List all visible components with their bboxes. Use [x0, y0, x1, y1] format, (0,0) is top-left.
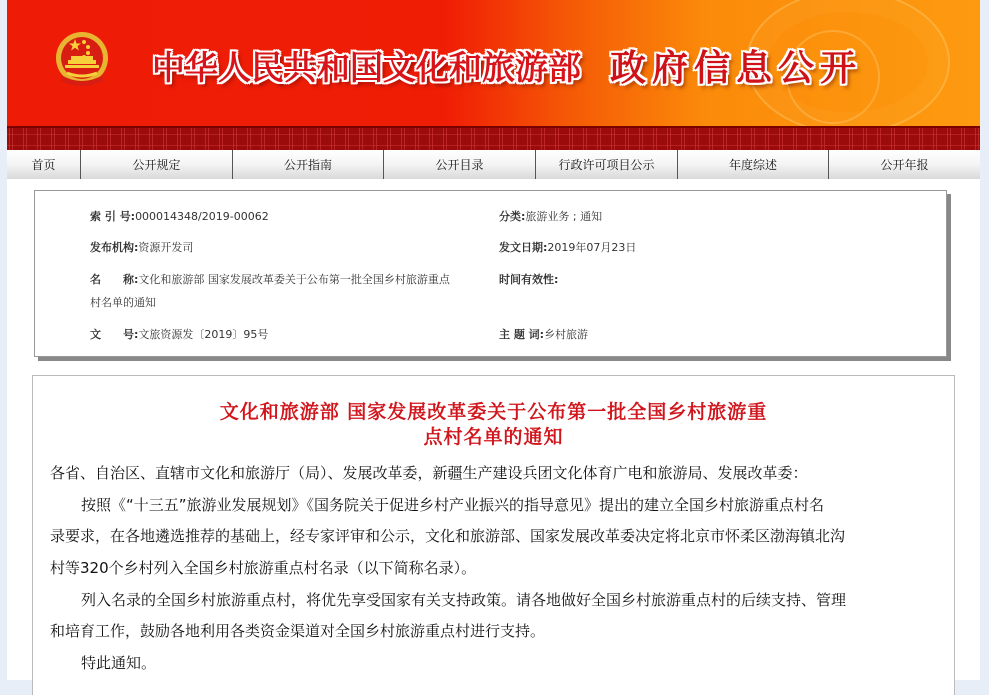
- index-number-label: 索 引 号:: [90, 210, 136, 223]
- issue-date-field: [499, 239, 636, 255]
- keywords-value: 乡村旅游: [544, 328, 589, 341]
- fret-pattern-divider: [7, 126, 980, 152]
- nav-item-guide[interactable]: 公开指南: [233, 150, 384, 179]
- publisher-value: 资源开发司: [138, 241, 194, 254]
- title-value-line1: 文化和旅游部 国家发展改革委关于公布第一批全国乡村旅游重点: [138, 273, 450, 286]
- national-emblem-icon: [53, 29, 111, 93]
- nav-item-home[interactable]: 首页: [7, 150, 81, 179]
- paragraph-1-line2: 录要求，在各地遴选推荐的基础上，经专家评审和公示，文化和旅游部、国家发展改革委决定将北京市怀柔区渤海镇北沟: [50, 527, 846, 545]
- closing-line: 特此通知。: [81, 654, 157, 672]
- document-title-line1: 文化和旅游部 国家发展改革委关于公布第一批全国乡村旅游重: [219, 401, 768, 423]
- index-number-field: [90, 208, 269, 224]
- page: [7, 0, 980, 680]
- paragraph-1-line1: 按照《“十三五”旅游业发展规划》《国务院关于促进乡村产业振兴的指导意见》提出的建立全国乡村旅游重点村名: [81, 496, 825, 514]
- issue-date-value: 2019年07月23日: [547, 241, 637, 254]
- document-metadata-panel: [34, 190, 947, 357]
- paragraph-2-line1: 列入名录的全国乡村旅游重点村，将优先享受国家有关支持政策。请各地做好全国乡村旅游重点村的后续支持、管理: [81, 591, 847, 609]
- section-name: 政府信息公开: [610, 47, 863, 89]
- nav-item-catalog[interactable]: 公开目录: [384, 150, 536, 179]
- main-nav: [7, 150, 980, 179]
- document-number-label: 文 号:: [90, 328, 139, 341]
- keywords-field: [499, 326, 588, 342]
- publisher-label: 发布机构:: [90, 241, 139, 254]
- addressee: 各省、自治区、直辖市文化和旅游厅（局）、发展改革委，新疆生产建设兵团文化体育广电和旅游局、发展改革委：: [50, 464, 808, 482]
- title-label: 名 称:: [90, 273, 139, 286]
- document-number-value: 文旅资源发〔2019〕95号: [138, 328, 269, 341]
- document-body: [32, 375, 955, 695]
- title-field: [90, 271, 450, 287]
- document-title-line2: 点村名单的通知: [423, 426, 564, 448]
- index-number-value: 000014348/2019-00062: [135, 210, 269, 223]
- site-banner: [7, 0, 980, 126]
- nav-item-annual-report[interactable]: 公开年报: [880, 158, 929, 172]
- document-number-field: [90, 326, 268, 342]
- category-value: 旅游业务 ; 通知: [525, 210, 603, 223]
- title-value-line2: 村名单的通知: [90, 296, 156, 309]
- nav-item-regulations[interactable]: 公开规定: [81, 150, 233, 179]
- paragraph-1-line3: 村等320个乡村列入全国乡村旅游重点村名录（以下简称名录）。: [50, 559, 477, 577]
- nav-item-annual-summary[interactable]: 年度综述: [678, 150, 829, 179]
- issue-date-label: 发文日期:: [499, 241, 548, 254]
- nav-item-permits[interactable]: 行政许可项目公示: [536, 150, 678, 179]
- paragraph-2-line2: 和培育工作，鼓励各地利用各类资金渠道对全国乡村旅游重点村进行支持。: [50, 622, 546, 640]
- category-label: 分类:: [499, 210, 526, 223]
- category-field: [499, 208, 602, 224]
- publisher-field: [90, 239, 193, 255]
- validity-label: 时间有效性:: [499, 273, 559, 286]
- validity-field: [499, 271, 558, 287]
- site-name: 中华人民共和国文化和旅游部: [152, 48, 581, 87]
- keywords-label: 主 题 词:: [499, 328, 545, 341]
